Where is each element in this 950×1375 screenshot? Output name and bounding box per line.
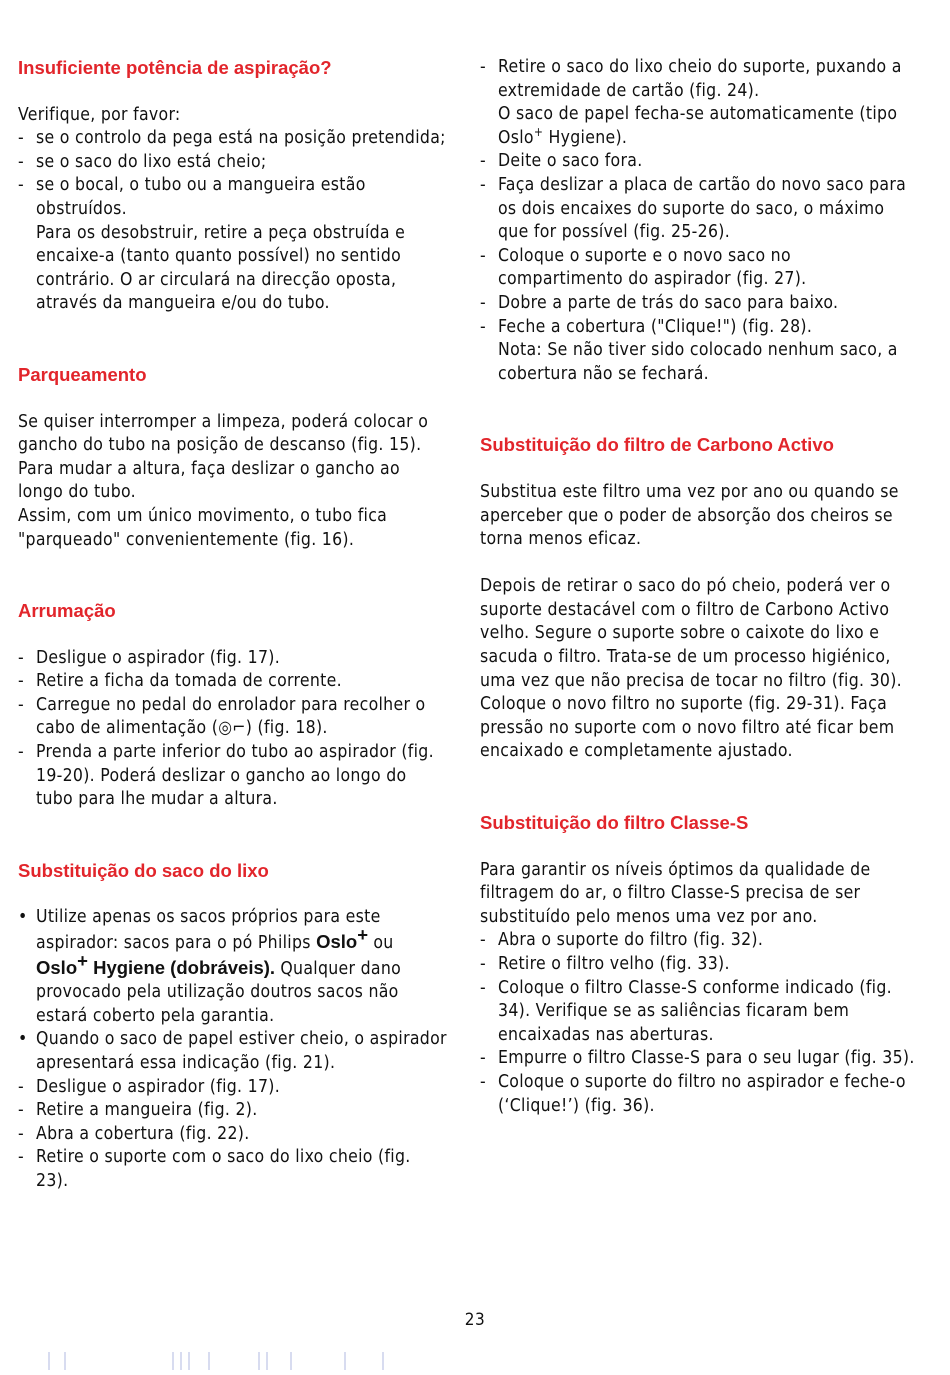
- item-text: Utilize apenas os sacos próprios para este aspirador: sacos para o pó Philips: [36, 907, 381, 954]
- brand-plus: +: [533, 124, 544, 139]
- item-text: Retire a mangueira (fig. 2).: [36, 1100, 258, 1121]
- item-text: Prenda a parte inferior do tubo ao aspirador (fig. 19-20). Poderá deslizar o gancho ao longo do tubo para lhe mudar a altura.: [36, 742, 434, 810]
- bag-list-continued: [480, 56, 920, 386]
- item-text: Coloque o suporte do filtro no aspirador e feche-o (‘Clique!’) (fig. 36).: [498, 1071, 906, 1116]
- paragraph: Substitua este filtro uma vez por ano ou quando se aperceber que o poder de absorção dos cheiros se torna menos eficaz.: [480, 481, 899, 550]
- print-mark: [382, 1352, 384, 1370]
- bag-list: [18, 906, 448, 1193]
- list-item: [480, 316, 920, 387]
- brand-name: Hygiene (dobráveis).: [87, 956, 276, 978]
- check-list: [18, 127, 448, 316]
- dash-marker: -: [480, 1071, 486, 1092]
- list-item: [18, 127, 448, 151]
- item-text: Retire a ficha da tomada de corrente.: [36, 671, 342, 692]
- list-item: [480, 56, 920, 150]
- list-item: [480, 292, 920, 316]
- item-text: Feche a cobertura ("Clique!") (fig. 28).: [498, 316, 813, 337]
- paragraph: Depois de retirar o saco do pó cheio, poderá ver o suporte destacável com o filtro de Carbono Activo velho. Segure o suporte sobre o caixote do lixo e sacuda o filtro. Trata-se de um processo higiénico, uma vez que não precisa de tocar no filtro (fig. 30).: [480, 576, 902, 691]
- dash-marker: -: [480, 316, 486, 337]
- brand-plus: +: [357, 924, 369, 946]
- item-text: Abra o suporte do filtro (fig. 32).: [498, 930, 764, 951]
- print-mark: [188, 1352, 190, 1370]
- heading-parking: Parqueamento: [18, 363, 147, 385]
- page-number: 23: [464, 1310, 486, 1330]
- dash-marker: -: [480, 245, 486, 266]
- list-item: [18, 741, 448, 812]
- list-item: [18, 1076, 448, 1100]
- item-text: Abra a cobertura (fig. 22).: [36, 1123, 250, 1144]
- item-text: Deite o saco fora.: [498, 151, 643, 172]
- note-text: Nota: Se não tiver sido colocado nenhum saco, a cobertura não se fechará.: [498, 340, 898, 384]
- list-item-note: [18, 222, 448, 316]
- dash-marker: -: [480, 930, 486, 951]
- print-mark: [180, 1352, 182, 1370]
- list-item: [18, 694, 448, 741]
- item-text: Retire o saco do lixo cheio do suporte, puxando a extremidade de cartão (fig. 24).: [498, 57, 902, 101]
- item-text: Coloque o suporte e o novo saco no compartimento do aspirador (fig. 27).: [498, 245, 807, 290]
- item-text: Desligue o aspirador (fig. 17).: [36, 647, 281, 668]
- item-text: se o saco do lixo está cheio;: [36, 151, 267, 172]
- dash-marker: -: [480, 292, 486, 313]
- paragraph: Assim, com um único movimento, o tubo fica "parqueado" convenientemente (fig. 16).: [18, 505, 388, 550]
- list-item: [480, 245, 920, 292]
- dash-marker: -: [480, 57, 486, 77]
- item-text: Empurre o filtro Classe-S para o seu lugar (fig. 35).: [498, 1048, 915, 1069]
- item-text: Quando o saco de papel estiver cheio, o aspirador apresentará essa indicação (fig. 21).: [36, 1029, 447, 1073]
- item-text: Dobre a parte de trás do saco para baixo.: [498, 292, 839, 313]
- dash-marker: -: [18, 1076, 24, 1097]
- storage-list: [18, 647, 448, 812]
- list-item: [18, 647, 448, 671]
- item-text: Faça deslizar a placa de cartão do novo saco para os dois encaixes do suporte do saco, o máximo que for possível (fig. 25-26).: [498, 174, 907, 243]
- print-mark: [172, 1352, 174, 1370]
- list-item: [18, 1099, 448, 1123]
- dash-marker: -: [18, 742, 24, 763]
- item-text: Hygiene).: [543, 127, 628, 148]
- print-mark: [290, 1352, 292, 1370]
- dash-marker: -: [480, 174, 486, 195]
- list-item: [480, 150, 920, 174]
- print-mark: [48, 1352, 50, 1370]
- dash-marker: -: [18, 128, 24, 149]
- paragraph: Coloque o novo filtro no suporte (fig. 29-31). Faça pressão no suporte com o novo filtro até ficar bem encaixado e completamente ajustado.: [480, 694, 895, 762]
- list-item: [480, 1071, 920, 1118]
- cord-rewind-icon: ◎⌐: [218, 718, 246, 739]
- heading-storage: Arrumação: [18, 600, 116, 622]
- paragraph: Para mudar a altura, faça deslizar o gancho ao longo do tubo.: [18, 458, 400, 503]
- dash-marker: -: [480, 151, 486, 172]
- item-text: O saco de papel fecha-se automaticamente (tipo Oslo: [498, 104, 898, 148]
- list-item: [480, 977, 920, 1048]
- item-text: Coloque o filtro Classe-S conforme indicado (fig. 34). Verifique se as saliências ficaram bem encaixadas nas aberturas.: [498, 977, 892, 1045]
- right-column: [480, 56, 920, 1118]
- dash-marker: -: [480, 954, 486, 974]
- dash-marker: -: [18, 671, 24, 692]
- brand-name: Oslo: [36, 956, 78, 978]
- list-item: [18, 174, 448, 221]
- paragraph: Para garantir os níveis óptimos da qualidade de filtragem do ar, o filtro Classe-S precisa de ser substituído pelo menos uma vez por ano.: [480, 859, 871, 927]
- item-text: ou: [368, 933, 394, 954]
- item-text: Desligue o aspirador (fig. 17).: [36, 1076, 281, 1097]
- list-item: [480, 174, 920, 245]
- list-item: [18, 1028, 448, 1075]
- dash-marker: -: [18, 647, 24, 668]
- dash-marker: -: [18, 694, 24, 715]
- list-item: [480, 1047, 920, 1071]
- list-item: [18, 1146, 448, 1193]
- bullet-marker: •: [18, 907, 28, 928]
- print-mark: [344, 1352, 346, 1370]
- item-text: Carregue no pedal do enrolador para recolher o cabo de alimentação (: [36, 694, 426, 739]
- left-column: [18, 56, 448, 1194]
- list-item: [18, 151, 448, 175]
- filter-list: [480, 929, 920, 1118]
- brand-name: Oslo: [316, 931, 358, 953]
- paragraph: Se quiser interromper a limpeza, poderá colocar o gancho do tubo na posição de descanso (fig. 15).: [18, 411, 429, 456]
- heading-bag-replacement: Substituição do saco do lixo: [18, 859, 269, 881]
- heading-insufficient-suction: Insuficiente potência de aspiração?: [18, 57, 332, 78]
- dash-marker: -: [480, 1048, 486, 1069]
- item-text: se o bocal, o tubo ou a mangueira estão obstruídos.: [36, 175, 366, 219]
- list-item: [480, 953, 920, 977]
- print-mark: [64, 1352, 66, 1370]
- bullet-marker: •: [18, 1029, 28, 1050]
- dash-marker: -: [18, 1123, 24, 1144]
- dash-marker: -: [18, 151, 24, 172]
- item-text: Qualquer dano provocado pela utilização doutros sacos não estará coberto pela garantia.: [36, 958, 402, 1026]
- dash-marker: -: [18, 1100, 24, 1121]
- item-text: Retire o suporte com o saco do lixo cheio (fig. 23).: [36, 1147, 411, 1191]
- dash-marker: -: [18, 175, 24, 196]
- dash-marker: -: [18, 1147, 24, 1168]
- heading-s-class-filter: Substituição do filtro Classe-S: [480, 812, 749, 834]
- intro-text: Verifique, por favor:: [18, 104, 181, 125]
- item-text: Retire o filtro velho (fig. 33).: [498, 954, 730, 974]
- print-mark: [258, 1352, 260, 1370]
- print-mark: [266, 1352, 268, 1370]
- item-text: se o controlo da pega está na posição pretendida;: [36, 128, 446, 149]
- print-mark: [208, 1352, 210, 1370]
- dash-marker: -: [480, 977, 486, 998]
- item-text: Para os desobstruir, retire a peça obstruída e encaixe-a (tanto quanto possível) no sentido contrário. O ar circulará na direcção oposta, através da mangueira e/ou do tubo.: [36, 222, 406, 314]
- item-text: ) (fig. 18).: [245, 718, 328, 739]
- print-registration-marks: [0, 1352, 950, 1372]
- list-item: [18, 670, 448, 694]
- list-item: [18, 1123, 448, 1147]
- list-item: [480, 929, 920, 953]
- heading-carbon-filter: Substituição do filtro de Carbono Activo: [480, 434, 834, 456]
- list-item: [18, 906, 448, 1028]
- brand-plus: +: [77, 949, 88, 971]
